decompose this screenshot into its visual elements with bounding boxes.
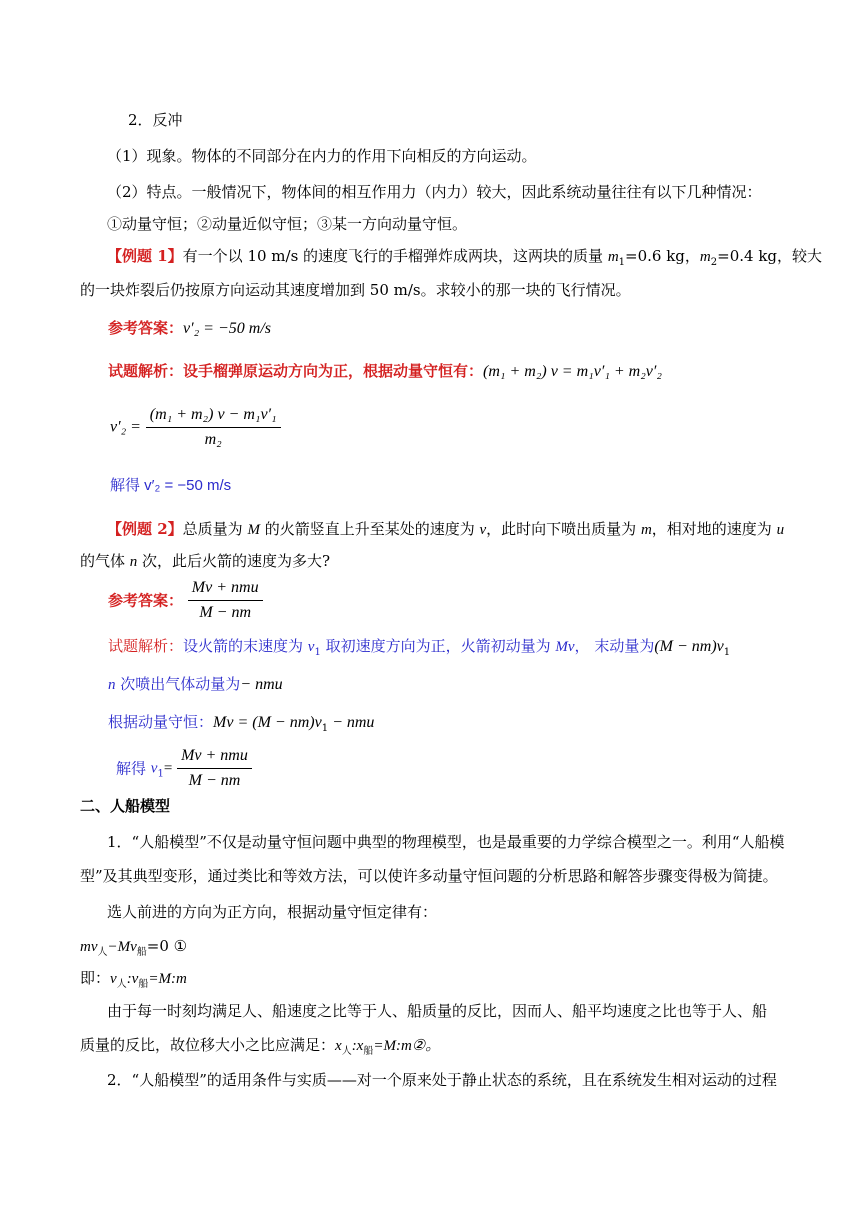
example2-line1: 【例题 2】总质量为 M 的火箭竖直上升至某处的速度为 v，此时向下喷出质量为 m，相对地的速度为 u: [107, 520, 785, 538]
section-heading-boat: 二、人船模型: [80, 797, 171, 815]
boat-intro-line1: 1．“人船模型”不仅是动量守恒问题中典型的物理模型，也是最重要的力学综合模型之一。利用“人船模: [107, 833, 785, 851]
boat-intro-line2: 型”及其典型变形，通过类比和等效方法，可以使许多动量守恒问题的分析思路和解答步骤变得极为简捷。: [80, 867, 778, 885]
example1-label: 【例题 1】: [107, 247, 183, 265]
analysis-label: 试题解析：设手榴弹原运动方向为正，根据动量守恒有：: [108, 362, 484, 380]
example1-line2: 的一块炸裂后仍按原方向运动其速度增加到 50 m/s。求较小的那一块的飞行情况。: [80, 281, 631, 299]
recoil-feature: （2）特点。一般情况下，物体间的相互作用力（内力）较大，因此系统动量往往有以下几种情况：: [107, 183, 762, 201]
example2-line2: 的气体 n 次，此后火箭的速度为多大?: [80, 552, 331, 570]
section-heading-recoil: 2．反冲: [128, 111, 183, 129]
answer-equation: v′₂ = −50 m/s: [183, 320, 271, 337]
boat-equation1: $mv_人-Mv_船=0$ ①: [80, 937, 188, 958]
answer-fraction: $\frac{\text{Mv + nmu}}{M - nm}$: [188, 578, 263, 623]
boat-ratio-line1: 由于每一时刻均满足人、船速度之比等于人、船质量的反比，因而人、船平均速度之比也等于人、船: [107, 1002, 768, 1020]
example2-analysis: 试题解析：设火箭的末速度为 $v_1$ 取初速度方向为正，火箭初动量为 Mv， 末动量为$(M - nm)v_1$: [108, 637, 731, 658]
example1-answer: [108, 318, 798, 339]
example1-line1: 【例题 1】有一个以 10 m/s 的速度飞行的手榴弹炸成两块，这两块的质量 $m_1=0.6$ kg，$m_2=0.4$ kg，较大: [107, 247, 823, 268]
boat-ratio-line2: 质量的反比，故位移大小之比应满足：$x_人:x_船=M:m②$。: [80, 1036, 441, 1057]
example2-conservation: 根据动量守恒：$Mv = (M - nm)v_1$ − nmu: [108, 713, 375, 734]
analysis-equation: (m₁ + m₂) v = m₁v′₁ + m₂v′₂: [483, 363, 662, 380]
example1-analysis: [108, 361, 798, 382]
result-fraction: $\frac{\text{Mv + nmu}}{M - nm}$: [177, 746, 252, 791]
boat-direction: 选人前进的方向为正方向，根据动量守恒定律有：: [107, 903, 438, 921]
recoil-cases: ①动量守恒；②动量近似守恒；③某一方向动量守恒。: [107, 215, 468, 233]
example1-formula: v′₂ = $\frac{\text{(m₁ + m₂) v − m₁v′₁}}{\text{m₂}}$: [110, 405, 800, 450]
example1-result: 解得 v′₂ = −50 m/s: [110, 477, 232, 494]
example2-answer: 参考答案： $\frac{\text{Mv + nmu}}{M - nm}$: [108, 578, 798, 623]
formula-fraction: $\frac{\text{(m₁ + m₂) v − m₁v′₁}}{\text{m₂}}$: [146, 405, 281, 450]
boat-applicability: 2．“人船模型”的适用条件与实质——对一个原来处于静止状态的系统，且在系统发生相对运动的过程: [107, 1071, 777, 1089]
example2-result: 解得 $v_1=$ $\frac{\text{Mv + nmu}}{M - nm}$: [116, 746, 806, 791]
example2-label: 【例题 2】: [107, 520, 183, 538]
boat-equation2: 即：$v_人:v_船=M:m$: [80, 969, 187, 990]
answer-label: 参考答案：: [108, 319, 184, 337]
example2-gas-momentum: n 次喷出气体动量为− nmu: [108, 675, 283, 693]
recoil-phenomenon: （1）现象。物体的不同部分在内力的作用下向相反的方向运动。: [107, 147, 537, 165]
